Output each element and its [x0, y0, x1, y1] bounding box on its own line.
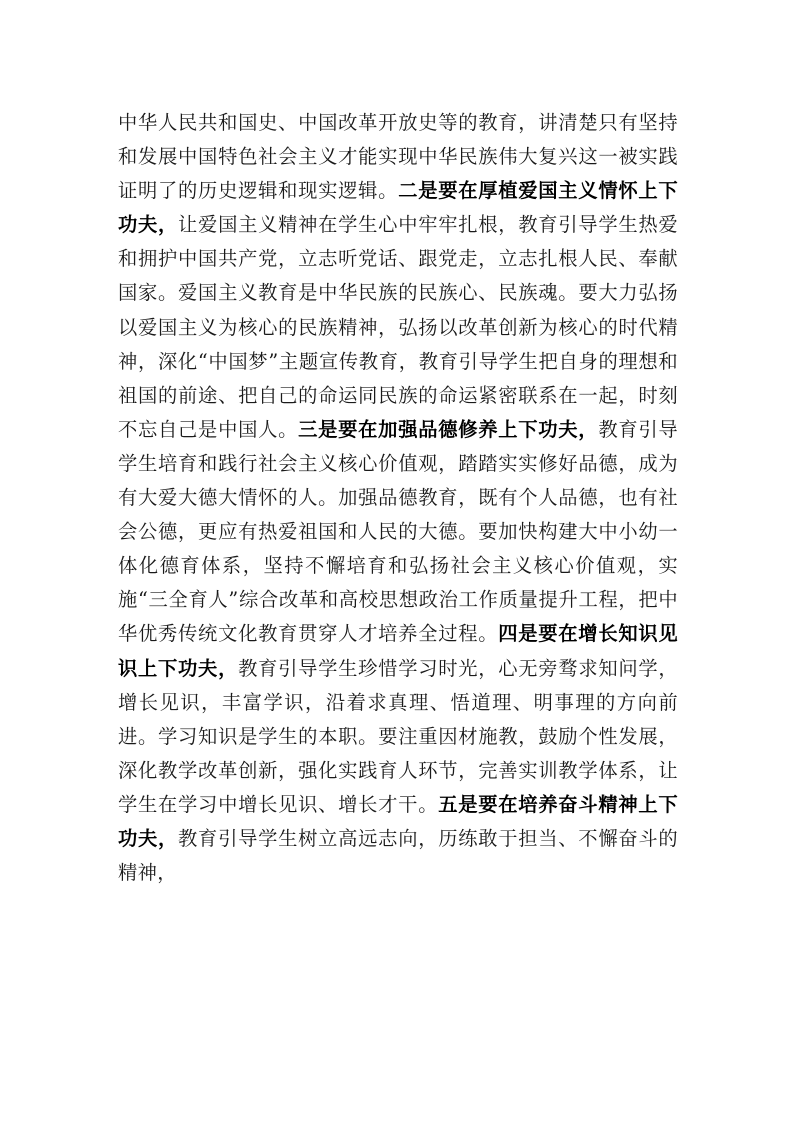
text-run: 教育引导学生培育和践行社会主义核心价值观，踏踏实实修好品德，成为有大爱大德大情怀的人。加强品德教育，既有个人品德，也有社会公德，更应有热爱祖国和人民的大德。要加快构建大中小幼一体化德育体系，坚持不懈培育和弘扬社会主义核心价值观，实施“三全育人”综合改革和高校思想政治工作质量提升工程，把中华优秀传统文化教育贯穿人才培养全过程。	[118, 417, 678, 646]
text-run: 教育引导学生珍惜学习时光，心无旁骛求知问学，增长见识，丰富学识，沿着求真理、悟道理、明事理的方向前进。学习知识是学生的本职。要注重因材施教，鼓励个性发展，深化教学改革创新，强化实践育人环节，完善实训教学体系，让学生在学习中增长见识、增长才干。	[118, 656, 678, 816]
bold-point-2: 二是要在厚植爱国主义情怀上下功夫，	[118, 179, 678, 237]
bold-point-5: 五是要在培养奋斗精神上下功夫，	[118, 792, 678, 850]
text-run: 教育引导学生树立高远志向，历练敢于担当、不懈奋斗的精神，	[118, 826, 678, 885]
body-paragraph	[118, 106, 678, 890]
bold-point-4: 四是要在增长知识见识上下功夫，	[118, 622, 678, 680]
bold-point-3: 三是要在加强品德修养上下功夫，	[298, 417, 599, 441]
text-run: 让爱国主义精神在学生心中牢牢扎根，教育引导学生热爱和拥护中国共产党，立志听党话、跟党走，立志扎根人民、奉献国家。爱国主义教育是中华民族的民族心、民族魂。要大力弘扬以爱国主义为核心的民族精神，弘扬以改革创新为核心的时代精神，深化“中国梦”主题宣传教育，教育引导学生把自身的理想和祖国的前途、把自己的命运同民族的命运紧密联系在一起，时刻不忘自己是中国人。	[118, 213, 678, 441]
text-run: 中华人民共和国史、中国改革开放史等的教育，讲清楚只有坚持和发展中国特色社会主义才能实现中华民族伟大复兴这一被实践证明了的历史逻辑和现实逻辑。	[118, 111, 678, 203]
